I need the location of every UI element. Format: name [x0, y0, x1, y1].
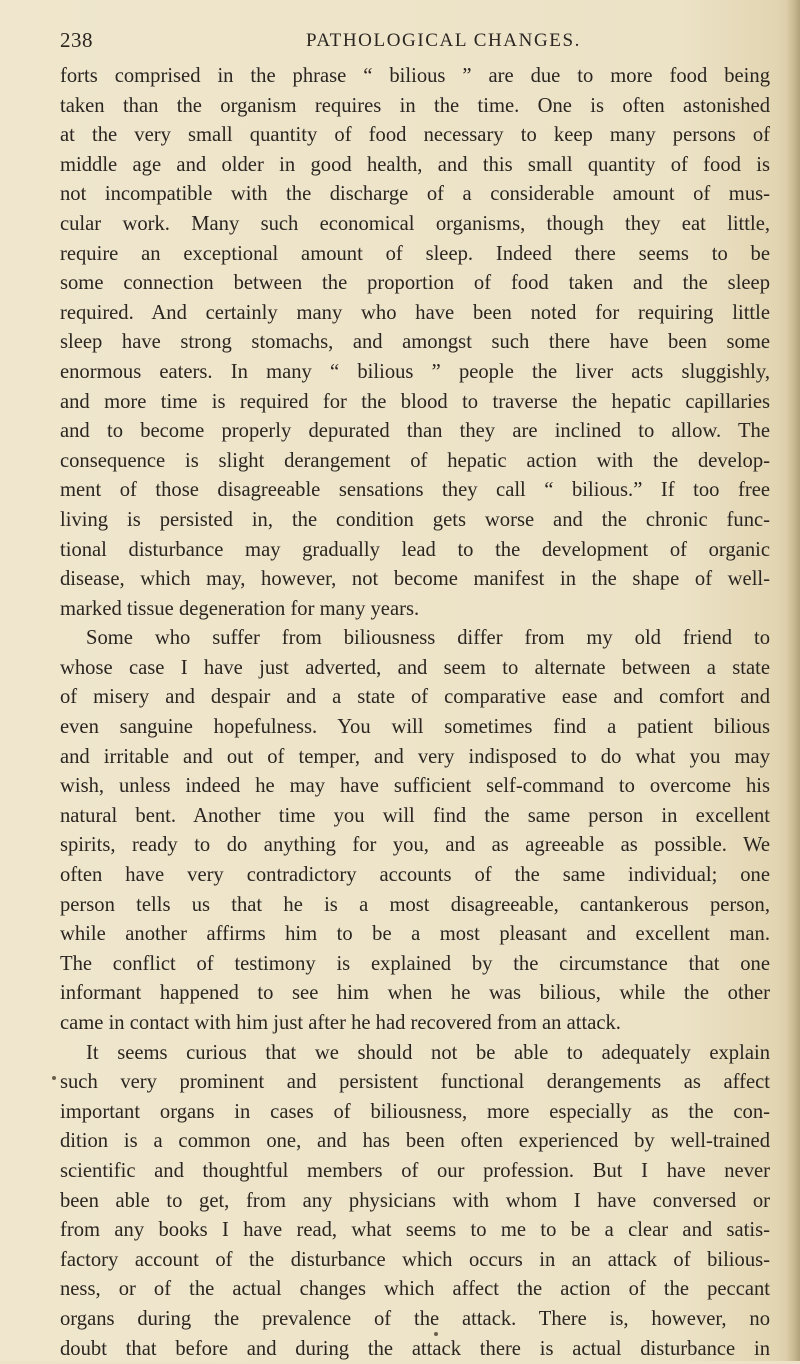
text-line: spirits, ready to do anything for you, and as agreeable as possible. We: [60, 834, 770, 857]
text-line: while another affirms him to be a most pleasant and excellent man.: [60, 923, 770, 946]
text-line: informant happened to see him when he was bilious, while the other: [60, 982, 770, 1005]
margin-dot: [52, 1076, 56, 1080]
text-line: enormous eaters. In many “ bilious ” people the liver acts sluggishly,: [60, 360, 770, 383]
running-head: PATHOLOGICAL CHANGES.: [306, 30, 581, 51]
text-line: ment of those disagreeable sensations they call “ bilious.” If too free: [60, 479, 770, 502]
text-line: marked tissue degeneration for many years.: [60, 597, 420, 620]
text-line: sleep have strong stomachs, and amongst such there have been some: [60, 331, 770, 354]
text-line: disease, which may, however, not become manifest in the shape of well-: [60, 568, 770, 591]
page-header: [60, 28, 770, 60]
text-line: forts comprised in the phrase “ bilious ” are due to more food being: [60, 65, 770, 87]
page-edge-shadow: [786, 0, 800, 1361]
text-line: some connection between the proportion of food taken and the sleep: [60, 272, 770, 295]
text-line: scientific and thoughtful members of our profession. But I have never: [60, 1159, 770, 1182]
text-line: cular work. Many such economical organisms, though they eat little,: [60, 212, 770, 235]
text-line: been able to get, from any physicians with whom I have conversed or: [60, 1189, 770, 1212]
text-line: The conflict of testimony is explained by the circumstance that one: [60, 952, 770, 975]
text-line: of misery and despair and a state of comparative ease and comfort and: [60, 686, 770, 709]
text-line: whose case I have just adverted, and seem to alternate between a state: [60, 656, 770, 679]
text-line: came in contact with him just after he had recovered from an attack.: [60, 1012, 621, 1034]
text-line: even sanguine hopefulness. You will sometimes find a patient bilious: [60, 716, 770, 739]
text-line: ness, or of the actual changes which affect the action of the peccant: [60, 1278, 770, 1301]
text-line: person tells us that he is a most disagreeable, cantankerous person,: [60, 893, 770, 916]
text-line: taken than the organism requires in the time. One is often astonished: [60, 94, 770, 117]
text-line: required. And certainly many who have been noted for requiring little: [60, 301, 770, 324]
text-line: dition is a common one, and has been often experienced by well-trained: [60, 1130, 770, 1153]
body-text: [60, 62, 770, 1364]
text-line: not incompatible with the discharge of a considerable amount of mus-: [60, 183, 770, 206]
page-number: 238: [60, 28, 93, 52]
text-line: tional disturbance may gradually lead to the development of organic: [60, 538, 770, 561]
text-line: organs during the prevalence of the attack. There is, however, no: [60, 1307, 770, 1330]
text-line: middle age and older in good health, and this small quantity of food is: [60, 153, 770, 176]
text-line: and more time is required for the blood to traverse the hepatic capillaries: [60, 390, 770, 413]
text-line: important organs in cases of biliousness, more especially as the con-: [60, 1100, 770, 1123]
text-line: doubt that before and during the attack there is actual disturbance in: [60, 1337, 770, 1360]
text-line: Some who suffer from biliousness differ from my old friend to: [86, 627, 770, 650]
text-line: factory account of the disturbance which occurs in an attack of bilious-: [60, 1248, 770, 1271]
text-line: wish, unless indeed he may have sufficient self-command to overcome his: [60, 775, 770, 798]
text-line: at the very small quantity of food necessary to keep many persons of: [60, 124, 770, 147]
margin-dot: [434, 1332, 438, 1336]
text-line: from any books I have read, what seems to me to be a clear and satis-: [60, 1219, 770, 1242]
text-line: It seems curious that we should not be able to adequately explain: [86, 1041, 770, 1064]
text-line: and irritable and out of temper, and very indisposed to do what you may: [60, 745, 770, 768]
text-line: and to become properly depurated than they are inclined to allow. The: [60, 420, 770, 443]
text-line: living is persisted in, the condition gets worse and the chronic func-: [60, 508, 770, 531]
text-line: require an exceptional amount of sleep. Indeed there seems to be: [60, 242, 770, 265]
text-line: natural bent. Another time you will find the same person in excellent: [60, 804, 770, 827]
text-line: often have very contradictory accounts of the same individual; one: [60, 864, 770, 887]
text-line: such very prominent and persistent functional derangements as affect: [60, 1071, 770, 1094]
text-line: consequence is slight derangement of hepatic action with the develop-: [60, 449, 770, 472]
